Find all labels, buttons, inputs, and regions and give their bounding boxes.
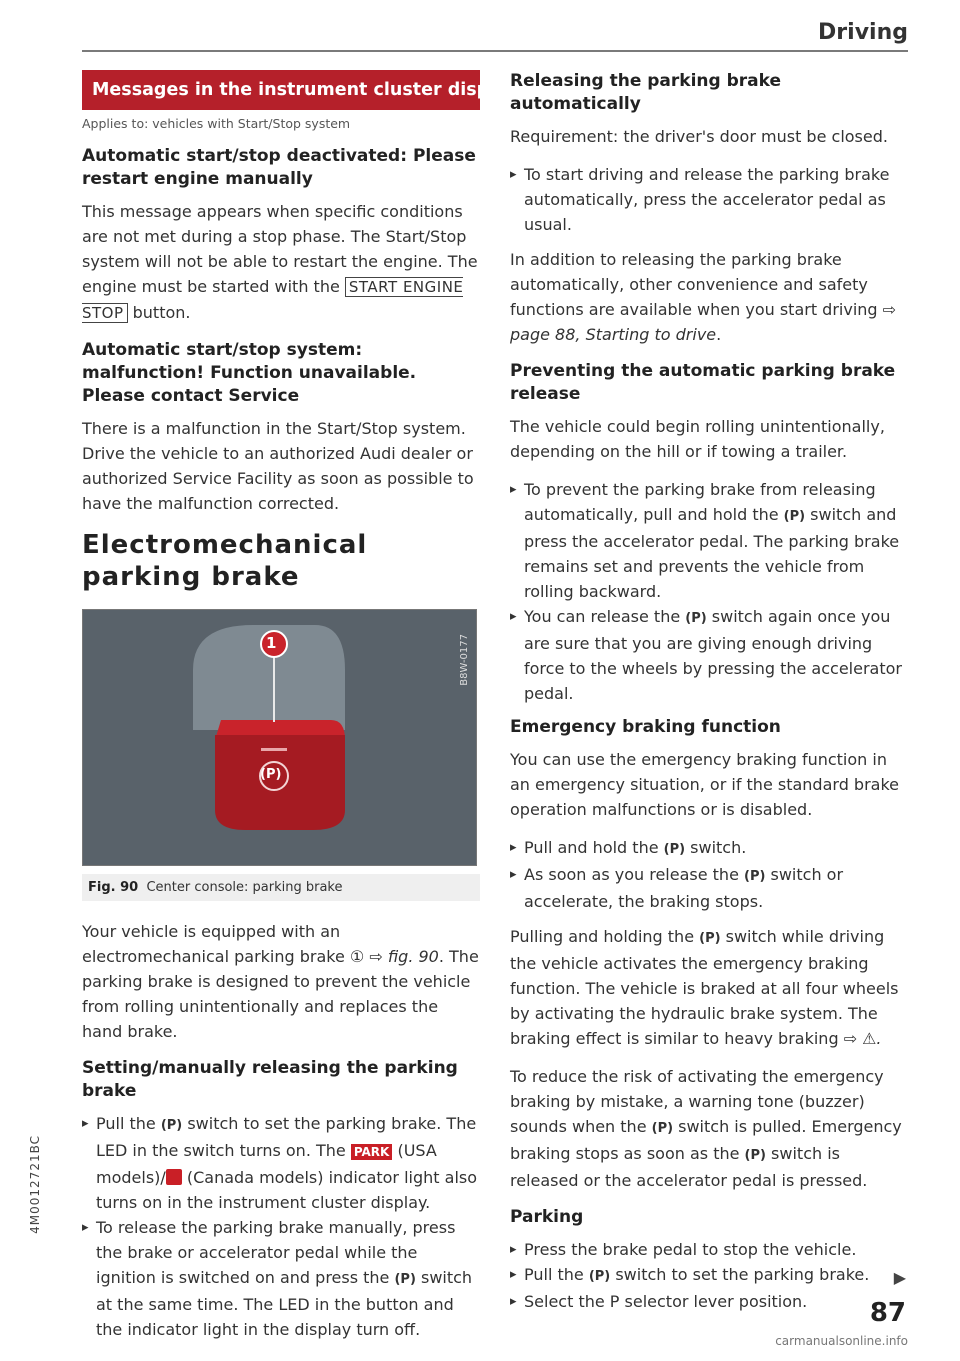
header-rule [82,50,908,52]
heading-setting-releasing: Setting/manually releasing the parking brake [82,1058,458,1101]
p-switch-icon: (P) [663,842,686,857]
list-item: ▸ Select the P selector lever position. [510,1289,910,1314]
page-reference[interactable]: ⇨ page 88, Starting to drive [510,300,897,344]
p-switch-icon: (P) [744,869,766,884]
bullet-list [510,835,910,914]
p-switch-icon: (P) [699,931,721,946]
warning-reference[interactable]: ⇨ ⚠. [843,1029,882,1048]
paragraph: This message appears when specific conditions are not met during a stop phase. The Start/Stop system will not be able to restart the engine. The engine must be started with the START ENGINE STOP button. [82,202,478,322]
p-switch-symbol: (P) [260,767,282,782]
paragraph: Your vehicle is equipped with an electromechanical parking brake ① ⇨ fig. 90. The parking brake is designed to prevent the vehicle from rolling unintentionally and replaces the hand brake. [82,922,479,1041]
p-switch-icon: (P) [160,1118,183,1133]
park-indicator-icon: PARK [351,1144,393,1160]
applies-note: Applies to: vehicles with Start/Stop system [82,116,351,131]
paragraph: To reduce the risk of activating the emergency braking by mistake, a warning tone (buzzer) sounds when the (P) switch is pulled. Emergency braking stops as soon as the (P) switch is released or the accelerator pedal is pressed. [510,1067,902,1190]
p-switch-icon: (P) [783,509,806,524]
section-banner: Messages in the instrument cluster display [82,70,480,110]
right-column [510,70,910,1324]
p-switch-icon: (P) [685,611,707,626]
callout-number: 1 [266,634,277,652]
p-switch-icon: (P) [394,1272,416,1287]
callout-ref: ① [349,947,365,966]
figure-reference[interactable]: ⇨ fig. 90 [369,947,439,966]
list-item: ▸ To prevent the parking brake from releasing automatically, pull and hold the (P) switch and press the accelerator pedal. The parking brake remains set and prevents the vehicle from rolling backward. [510,477,910,604]
paragraph: Requirement: the driver's door must be closed. [510,127,888,146]
heading-releasing-automatically: Releasing the parking brake automatically [510,71,782,114]
p-switch-icon: (P) [651,1121,674,1136]
left-column [82,70,518,1352]
bullet-list [82,1111,480,1342]
bullet-list [510,477,910,706]
list-item: ▸ You can release the (P) switch again once you are sure that you are giving enough driving force to the wheels by pressing the accelerator pedal. [510,604,910,706]
page-number: 87 [869,1298,906,1328]
parking-brake-illustration [83,610,476,865]
bullet-list [510,162,910,237]
document-code: 4M0012721BC [28,1135,42,1234]
list-item: ▸ To start driving and release the parking brake automatically, press the accelerator pedal as usual. [510,162,910,237]
p-switch-icon: (P) [744,1148,766,1163]
figure-caption: Fig. 90 Center console: parking brake [82,874,480,901]
heading-start-stop-deactivated: Automatic start/stop deactivated: Please restart engine manually [82,146,476,189]
list-item: ▸ To release the parking brake manually, press the brake or accelerator pedal while the ignition is switched on and press the (P) switch at the same time. The LED in the button and the indicator light in the display turn off. [82,1215,480,1342]
continue-arrow-icon: ▶ [893,1268,906,1287]
heading-parking: Parking [510,1207,584,1227]
heading-preventing-release: Preventing the automatic parking brake release [510,361,896,404]
heading-start-stop-malfunction: Automatic start/stop system: malfunction! Function unavailable. Please contact Service [82,340,417,406]
list-item: ▸ Pull the (P) switch to set the parking brake. [510,1262,910,1289]
start-engine-stop-button-label: START ENGINE STOP [82,278,464,322]
list-item: ▸ As soon as you release the (P) switch or accelerate, the braking stops. [510,862,910,914]
figure-parking-brake [82,609,477,866]
chapter-title: Electromechanical parking brake [82,530,368,592]
figure-code: B8W-0177 [459,634,470,686]
paragraph: In addition to releasing the parking brake automatically, other convenience and safety functions are available when you start driving ⇨ page 88, Starting to drive. [510,250,897,344]
paragraph: Pulling and holding the (P) switch while driving the vehicle activates the emergency braking function. The vehicle is braked at all four wheels by activating the hydraulic brake system. The braking effect is similar to heavy braking ⇨ ⚠. [510,927,899,1048]
canada-brake-indicator-icon [166,1169,182,1185]
paragraph: The vehicle could begin rolling unintentionally, depending on the hill or if towing a trailer. [510,417,885,461]
paragraph: You can use the emergency braking function in an emergency situation, or if the standard brake operation malfunctions or is disabled. [510,750,900,819]
list-item: ▸ Press the brake pedal to stop the vehicle. [510,1237,910,1262]
p-switch-icon: (P) [588,1269,611,1284]
heading-emergency-braking: Emergency braking function [510,717,781,737]
list-item: ▸ Pull the (P) switch to set the parking brake. The LED in the switch turns on. The PARK (USA models)/ (Canada models) indicator light also turns on in the instrument cluster display. [82,1111,480,1215]
paragraph: There is a malfunction in the Start/Stop system. Drive the vehicle to an authorized Audi dealer or authorized Service Facility as soon as possible to have the malfunction corrected. [82,419,474,513]
section-title: Driving [818,20,908,45]
list-item: ▸ Pull and hold the (P) switch. [510,835,910,862]
watermark: carmanualsonline.info [775,1334,908,1348]
bullet-list [510,1237,910,1314]
